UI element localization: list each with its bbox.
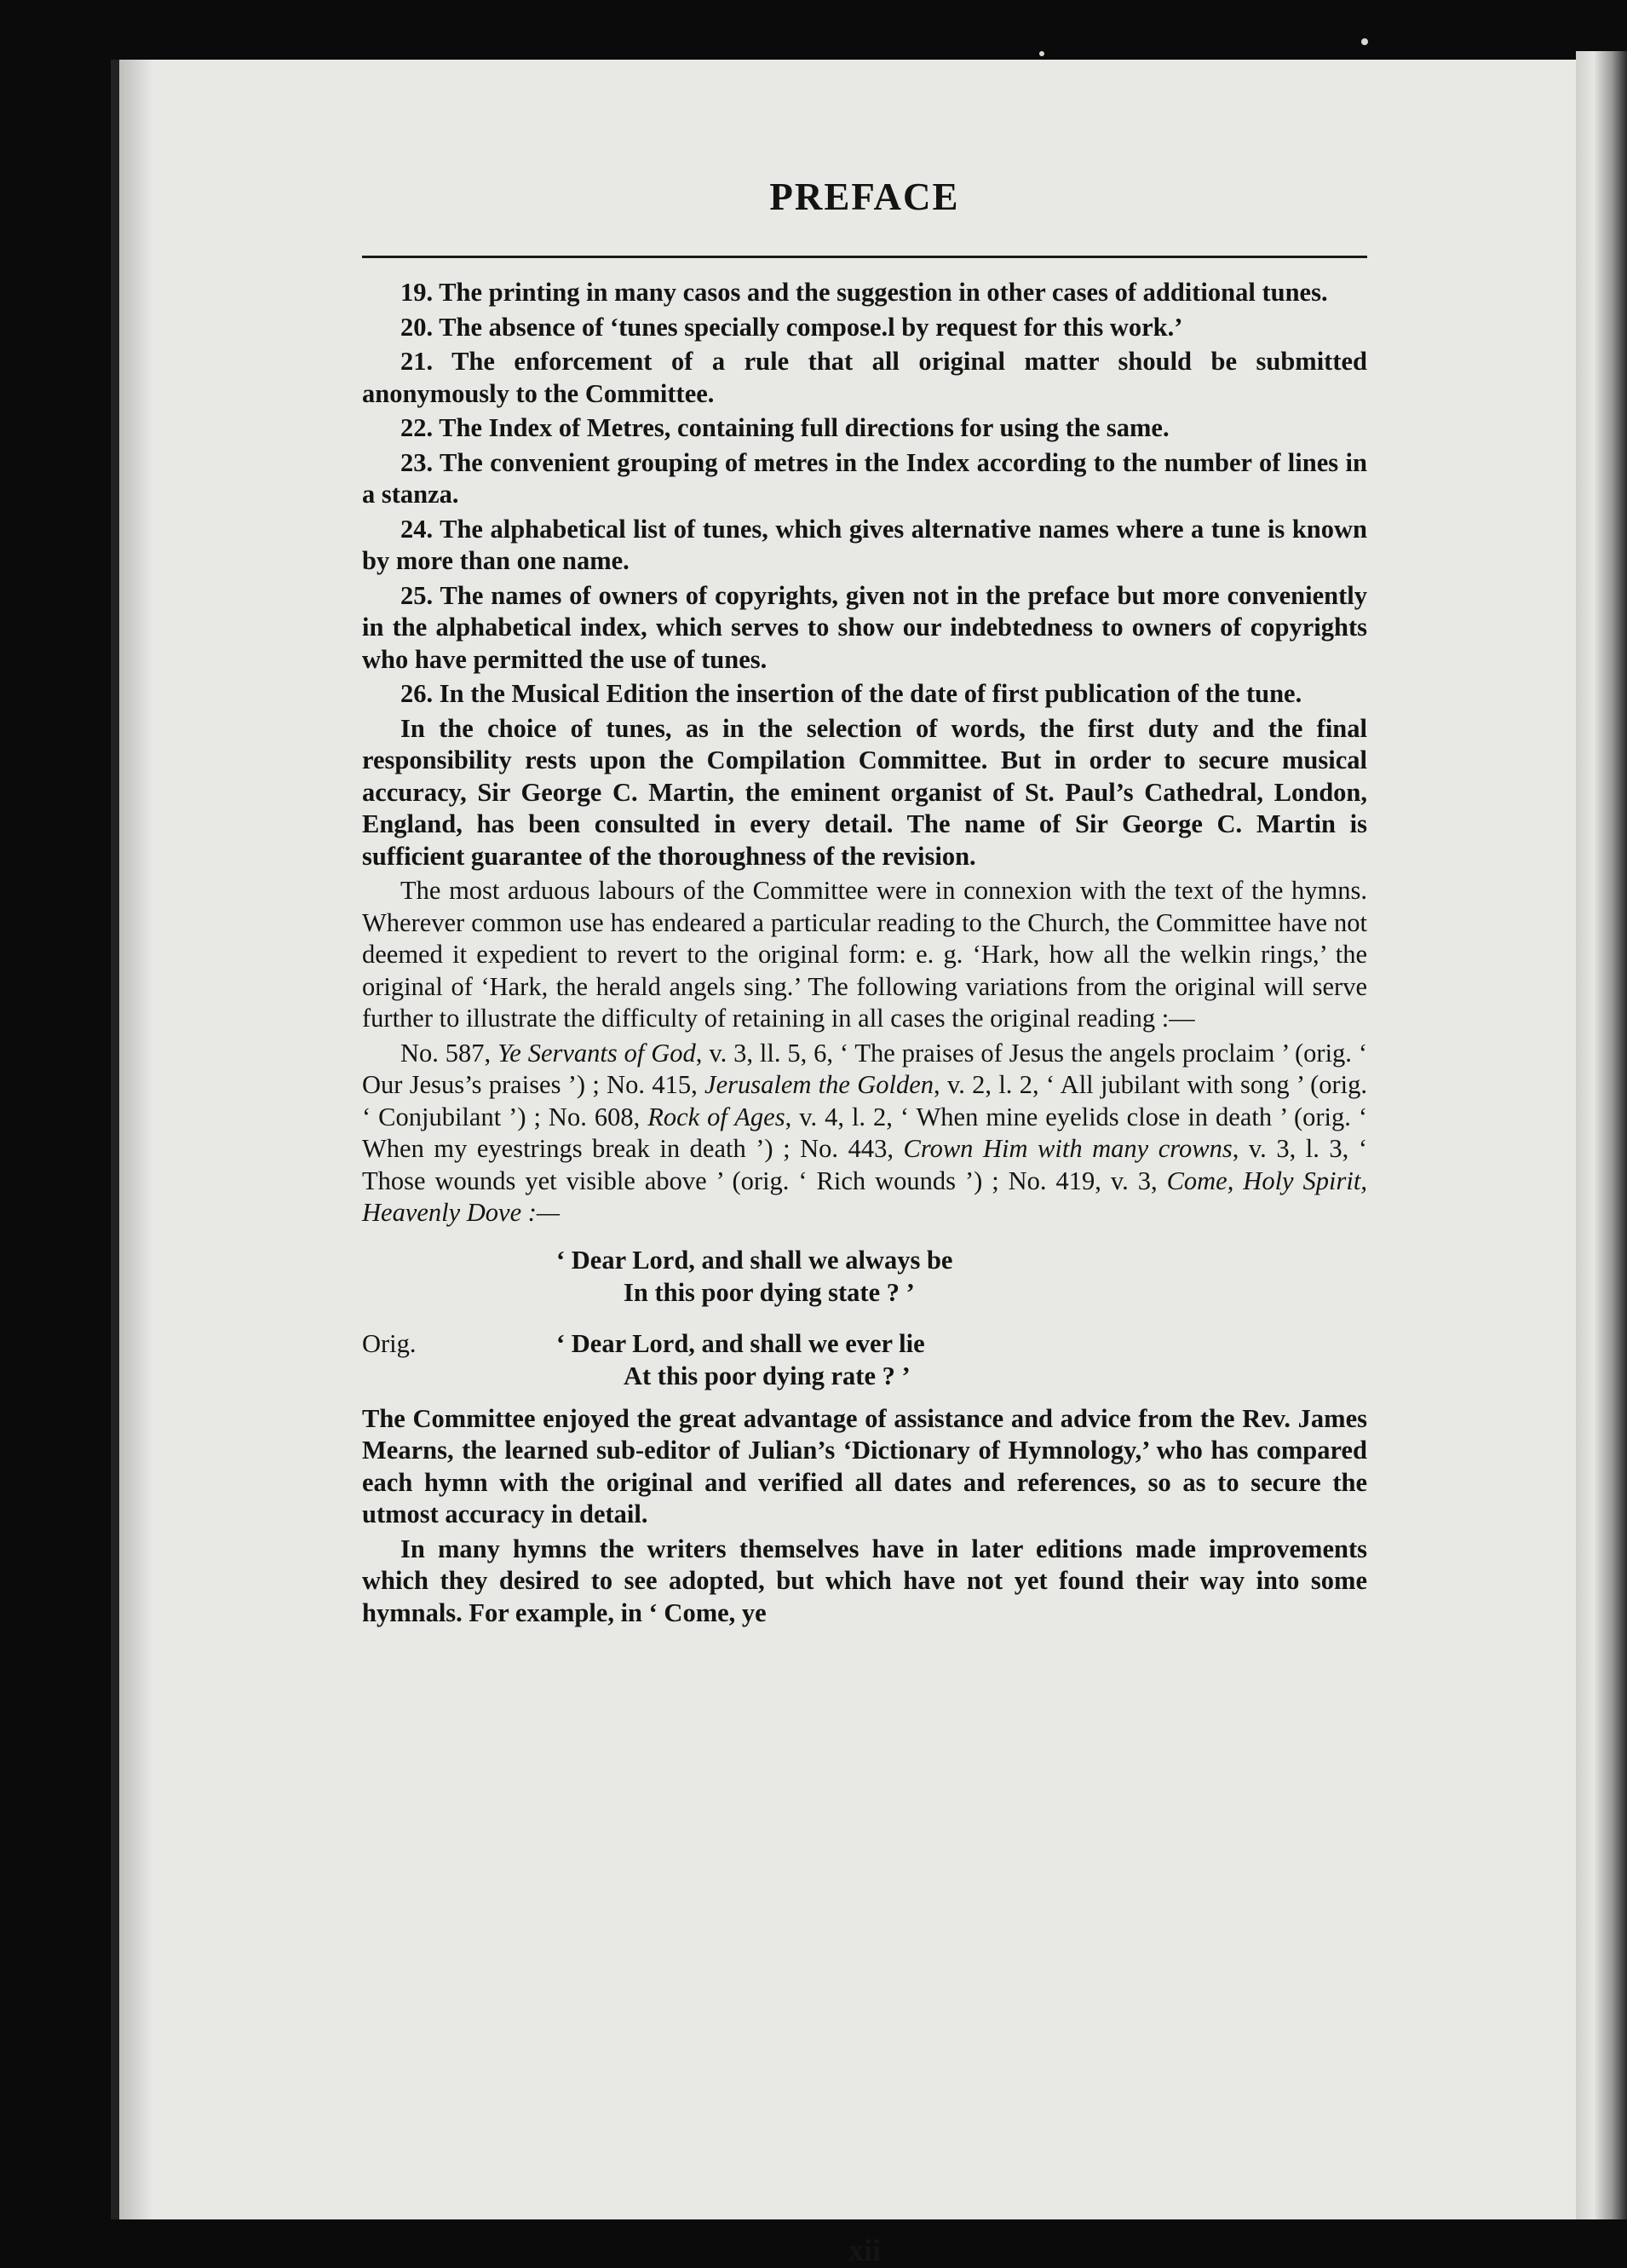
list-item: 25. The names of owners of copyrights, given not in the preface but more conveniently in the alphabetical index, which serves to show our indebtedness to owners of copyrights who have permitted the use of tunes.	[362, 580, 1367, 674]
quote-original	[362, 1328, 1367, 1396]
next-page-edge	[1576, 51, 1627, 2219]
paragraph-choice-of-tunes: In the choice of tunes, as in the selection of words, the first duty and the final responsibility rests upon the Compilation Committee. But in order to secure musical accuracy, Sir George C. Martin, the eminent organist of St. Paul’s Cathedral, London, England, has been consulted in every detail. The name of Sir George C. Martin is sufficient guarantee of the thoroughness of the revision.	[362, 713, 1367, 871]
quote-line: ‘ Dear Lord, and shall we always be	[556, 1245, 953, 1275]
page-edge-shadow	[119, 60, 153, 2219]
list-item: 20. The absence of ‘tunes specially compose.l by request for this work.’	[400, 312, 1183, 342]
page-title: PREFACE	[769, 176, 960, 218]
example-text: , v. 3, l. 3, ‘ Those wounds yet visible above ’ (orig. ‘ Rich wounds ’) ; No. 419, v. 3,	[362, 1134, 1367, 1195]
hymn-title: Rock of Ages	[647, 1102, 785, 1131]
hymn-title: Come, Holy Spirit, Heavenly Dove :—	[362, 1166, 1367, 1227]
quote-current	[362, 1245, 1367, 1313]
list-item: 21. The enforcement of a rule that all original matter should be submitted anonymously to the Committee.	[362, 347, 1367, 408]
example-text: , v. 2, l. 2, ‘ All jubilant with song ’ (orig. ‘ Conjubilant ’) ; No. 608,	[362, 1070, 1367, 1131]
paragraph-mearns: The Committee enjoyed the great advantage of assistance and advice from the Rev. James Mearns, the learned sub-editor of Julian’s ‘Dictionary of Hymnology,’ who has compared each hymn with the original and verified all dates and references, so as to secure the utmost accuracy in detail.	[362, 1403, 1367, 1528]
title-rule	[362, 256, 1367, 258]
scan-speck	[1039, 51, 1044, 56]
example-text: No. 587,	[400, 1038, 498, 1068]
paragraph-improvements: In many hymns the writers themselves have in later editions made improvements which they desired to see adopted, but which have not yet found their way into some hymnals. For example, in ‘ Come, ye	[362, 1534, 1367, 1627]
scan-speck	[1361, 38, 1368, 45]
quote-line: At this poor dying rate ? ’	[624, 1361, 911, 1390]
quote-line: In this poor dying state ? ’	[624, 1277, 915, 1307]
page-number: xii	[848, 2233, 881, 2267]
hymn-title: Ye Servants of God	[497, 1038, 696, 1068]
example-text: , v. 4, l. 2, ‘ When mine eyelids close in death ’ (orig. ‘ When my eyestrings break in death ’) ; No. 443,	[362, 1102, 1368, 1163]
hymn-title: Jerusalem the Golden	[704, 1070, 934, 1099]
preface-text	[362, 277, 1367, 1632]
list-item: 26. In the Musical Edition the insertion of the date of first publication of the tune.	[400, 679, 1302, 708]
hymn-title: Crown Him with many crowns	[903, 1134, 1233, 1163]
list-item: 19. The printing in many casos and the suggestion in other cases of additional tunes.	[400, 278, 1328, 307]
quote-line: ‘ Dear Lord, and shall we ever lie	[556, 1328, 925, 1358]
list-item: 24. The alphabetical list of tunes, which gives alternative names where a tune is known by more than one name.	[362, 514, 1367, 575]
orig-label: Orig.	[362, 1328, 417, 1358]
paragraph-arduous-labours: The most arduous labours of the Committee were in connexion with the text of the hymns. Wherever common use has endeared a particular reading to the Church, the Committee have not deemed it expedient to revert to the original form: e. g. ‘Hark, how all the welkin rings,’ the original of ‘Hark, the herald angels sing.’ The following variations from the original will serve further to illustrate the difficulty of retaining in all cases the original reading :—	[362, 876, 1367, 1033]
paragraph-examples	[362, 1038, 1367, 1229]
example-text: , v. 3, ll. 5, 6, ‘ The praises of Jesus the angels proclaim ’ (orig. ‘ Our Jesus’s praises ’) ; No. 415,	[362, 1038, 1367, 1099]
list-item: 22. The Index of Metres, containing full directions for using the same.	[400, 413, 1170, 442]
list-item: 23. The convenient grouping of metres in the Index according to the number of lines in a stanza.	[362, 447, 1367, 509]
